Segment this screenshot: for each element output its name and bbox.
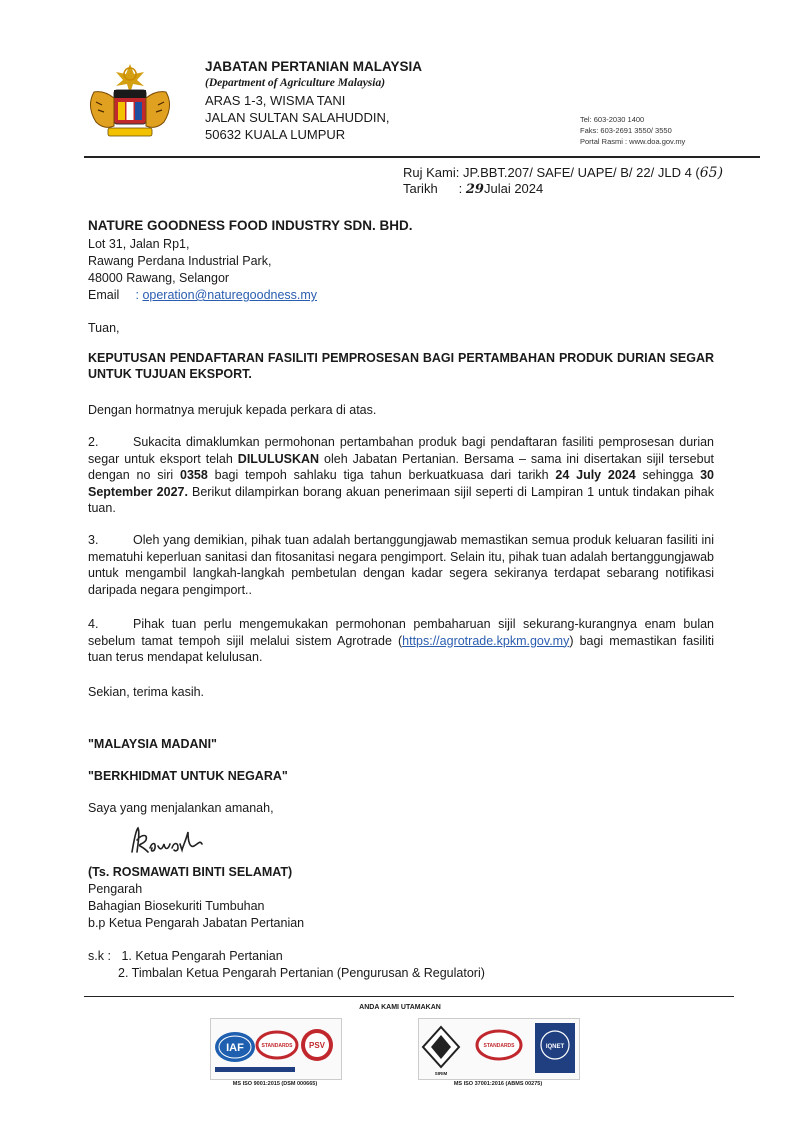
malaysia-coat-of-arms-logo [80, 62, 180, 144]
opening-line: Dengan hormatnya merujuk kepada perkara di atas. [88, 403, 377, 417]
recipient-block [88, 216, 413, 304]
cc-block [88, 948, 714, 982]
cc-item-2: 2. Timbalan Ketua Pengarah Pertanian (Pengurusan & Regulatori) [118, 966, 485, 980]
agency-name-english: (Department of Agriculture Malaysia) [205, 77, 386, 89]
ref-value: JP.BBT.207/ SAFE/ UAPE/ B/ 22/ JLD 4 ( [462, 165, 700, 180]
standards-logo: STANDARDS [261, 1043, 293, 1049]
date-day: 29 [465, 182, 484, 197]
para-2-number: 2. [88, 435, 99, 449]
date-label: Tarikh [403, 181, 438, 196]
cc-label: s.k : [88, 949, 111, 963]
cert-caption-right: MS ISO 37001:2016 (ABMS 00275) [453, 1081, 543, 1087]
para-2-text: Sukacita dimaklumkan permohonan pertambahan produk bagi pendaftaran fasiliti pemprosesan durian segar untuk eksport telah [88, 435, 714, 466]
address-line-1: ARAS 1-3, WISMA TANI [205, 93, 346, 108]
footer-title: ANDA KAMI UTAMAKAN [359, 1004, 441, 1011]
recipient-line-3: 48000 Rawang, Selangor [88, 271, 230, 285]
recipient-line-2: Rawang Perdana Industrial Park, [88, 254, 272, 268]
subject-line: KEPUTUSAN PENDAFTARAN FASILITI PEMPROSESAN BAGI PERTAMBAHAN PRODUK DURIAN SEGAR UNTUK TUJUAN EKSPORT. [88, 351, 714, 381]
para-2-text: Berikut dilampirkan borang akuan penerimaan sijil seperti di Lampiran 1 untuk tindakan pihak tuan. [88, 484, 714, 515]
contact-info [580, 114, 685, 147]
psv-logo: PSV [308, 1041, 326, 1050]
reference-block [403, 165, 723, 198]
iaf-logo: IAF [226, 1042, 244, 1054]
signatory-block [88, 864, 714, 932]
handwritten-signature [128, 822, 218, 867]
fax: Faks: 603-2691 3550/ 3550 [580, 126, 672, 135]
signatory-on-behalf: b.p Ketua Pengarah Jabatan Pertanian [88, 916, 305, 930]
closing-line: Sekian, terima kasih. [88, 685, 205, 699]
para-4-number: 4. [88, 617, 99, 631]
footer-rule [84, 996, 734, 997]
para-3-number: 3. [88, 533, 99, 547]
para-2-text: sehingga [635, 468, 701, 482]
start-date: 24 July 2024 [555, 468, 636, 482]
agrotrade-link[interactable]: https://agrotrade.kpkm.gov.my [402, 633, 570, 648]
recipient-company: NATURE GOODNESS FOOD INDUSTRY SDN. BHD. [88, 218, 413, 233]
para-4-text: ) bagi memastikan fasiliti tuan terus mendapat kelulusan. [88, 633, 714, 664]
ref-handwritten: 65) [699, 165, 724, 181]
sign-intro: Saya yang menjalankan amanah, [88, 801, 274, 815]
cert-box-iso-9001 [210, 1018, 342, 1080]
date-rest: Julai 2024 [483, 181, 544, 196]
agency-header [205, 58, 422, 143]
paragraph-4 [88, 616, 714, 666]
recipient-line-1: Lot 31, Jalan Rp1, [88, 237, 190, 251]
portal: Portal Rasmi : www.doa.gov.my [580, 137, 686, 146]
standards-logo-2: STANDARDS [483, 1043, 515, 1049]
sirim-logo: SIRIM [434, 1071, 448, 1076]
para-3-text: Oleh yang demikian, pihak tuan adalah bertanggungjawab memastikan semua produk keluaran fasiliti ini mematuhi keperluan sanitasi dan fitosanitasi negara pengimport. Selain itu, pihak tuan adalah bertanggungjawab untuk mengambil langkah-langkah pembetulan dengan kadar segera sekiranya terdapat sebarang notifikasi daripada negara pengimport.. [88, 533, 714, 597]
date-sep: : [458, 181, 463, 196]
signatory-title: Pengarah [88, 882, 143, 896]
iqnet-logo: IQNET [545, 1044, 565, 1050]
email-sep: : [135, 288, 139, 302]
signatory-division: Bahagian Biosekuriti Tumbuhan [88, 899, 265, 913]
paragraph-2 [88, 434, 714, 517]
slogan-malaysia-madani: "MALAYSIA MADANI" [88, 737, 217, 751]
cert-box-iso-37001 [418, 1018, 580, 1080]
recipient-email-row [88, 287, 413, 304]
cert-caption-left: MS ISO 9001:2015 (DSM 000665) [232, 1081, 318, 1087]
recipient-email-link[interactable]: operation@naturegoodness.my [142, 288, 318, 302]
cc-item-1: 1. Ketua Pengarah Pertanian [121, 949, 283, 963]
para-4-text: Pihak tuan perlu mengemukakan permohonan pembaharuan sijil sekurang-kurangnya enam bulan sebelum tamat tempoh sijil melalui sistem Agrotrade ( [88, 617, 714, 648]
email-label: Email [88, 288, 120, 302]
paragraph-3 [88, 532, 714, 598]
telephone: Tel: 603-2030 1400 [580, 115, 645, 124]
end-date: 30 September 2027. [88, 468, 715, 499]
signatory-name: (Ts. ROSMAWATI BINTI SELAMAT) [88, 865, 293, 879]
slogan-berkhidmat: "BERKHIDMAT UNTUK NEGARA" [88, 769, 288, 783]
para-2-text: oleh Jabatan Pertanian. Bersama – sama ini disertakan sijil tersebut dengan no siri [88, 451, 714, 482]
header-rule [84, 156, 760, 158]
ref-label: Ruj Kami: [403, 165, 460, 180]
para-2-text: bagi tempoh sahlaku tiga tahun berkuatkuasa dari tarikh [207, 468, 556, 482]
agency-name: JABATAN PERTANIAN MALAYSIA [205, 59, 423, 74]
serial-number: 0358 [180, 468, 208, 482]
address-line-3: 50632 KUALA LUMPUR [205, 127, 346, 142]
address-line-2: JALAN SULTAN SALAHUDDIN, [205, 110, 390, 125]
approved-word: DILULUSKAN [237, 451, 320, 466]
salutation: Tuan, [88, 321, 120, 335]
